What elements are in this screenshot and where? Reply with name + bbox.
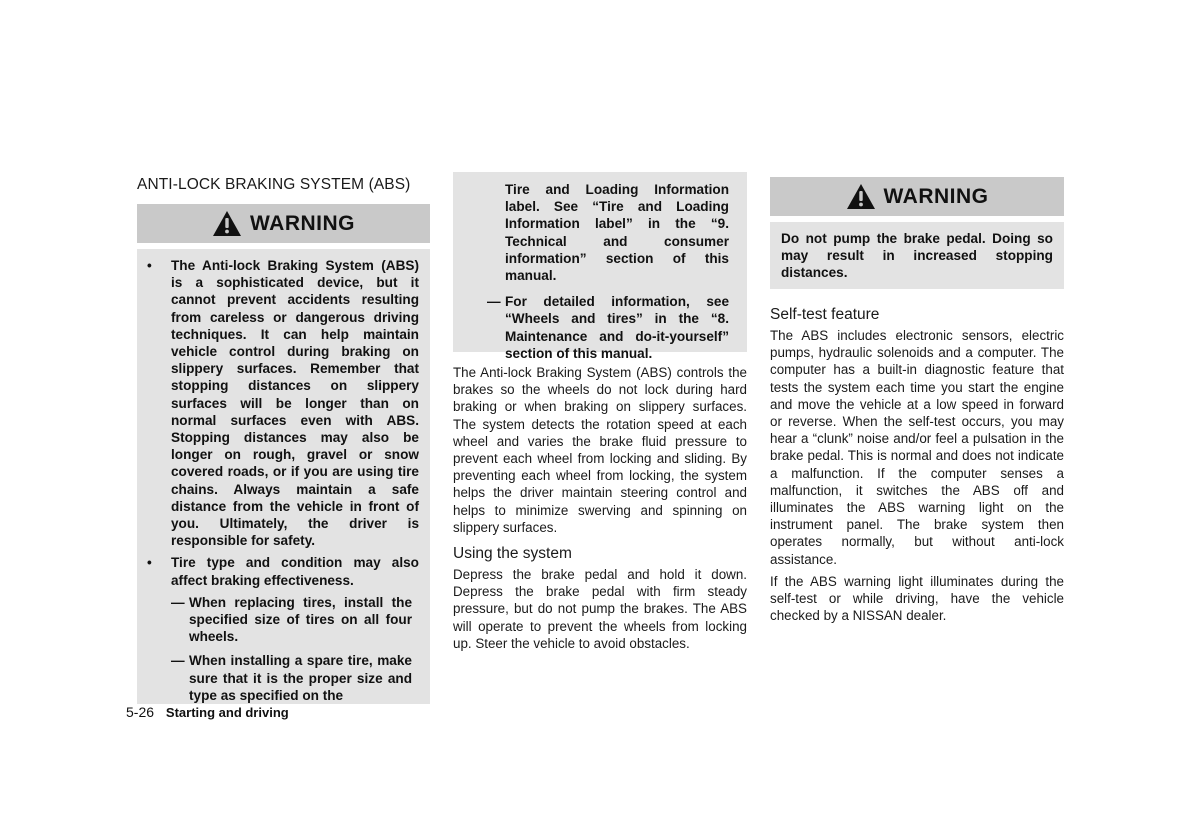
warning-body-2 [453,172,747,361]
warning-label: WARNING [883,184,989,208]
warning-body-1 [137,249,430,704]
warning-subitem-continued: Tire and Loading Information label. See “Tire and Loading Information label” in the “9. Technical and consumer information” section of this manual. [505,182,729,284]
warning-bullet: • The Anti-lock Braking System (ABS) is a sophisticated device, but it cannot prevent accidents resulting from careless or dangerous driving techniques. It can help maintain vehicle control during braking on slippery surfaces. Remember that stopping distances on slippery surfaces will be longer than on normal surfaces even with ABS. Stopping distances may also be longer on rough, gravel or snow covered roads, or if you are using tire chains. Always maintain a safe distance from the vehicle in front of you. Ultimately, the driver is responsible for safety. [147,258,419,549]
footer-section: Starting and driving [165,705,289,720]
subheading: Using the system [453,545,572,563]
warning-subitem: — When installing a spare tire, make sure that it is the proper size and type as specified on the [171,653,412,703]
paragraph: The Anti-lock Braking System (ABS) controls the brakes so the wheels do not lock during hard braking or when braking on slippery surfaces. The system detects the rotation speed at each wheel and varies the brake fluid pressure to prevent each wheel from locking and sliding. By preventing each wheel from locking, the system helps the driver maintain steering control and helps to minimize swerving and spinning on slippery surfaces. [453,365,747,535]
bullet-dot: • [147,555,152,571]
column-2-text [453,364,747,652]
warning-triangle-icon [846,183,876,210]
warning-header-2 [770,177,1064,216]
warning-bullet: • Tire type and condition may also affect braking effectiveness. [147,555,419,588]
warning-triangle-icon [212,210,242,237]
warning-header-1 [137,204,430,243]
warning-body-3: Do not pump the brake pedal. Doing so may result in increased stopping distances. [770,222,1064,289]
paragraph: If the ABS warning light illuminates during the self-test or while driving, have the vehicle checked by a NISSAN dealer. [770,573,1064,624]
warning-subitem: — When replacing tires, install the specified size of tires on all four wheels. [171,594,412,645]
section-title: ANTI-LOCK BRAKING SYSTEM (ABS) [137,176,411,193]
page-number: 5-26 [126,704,155,720]
warning-subitem: — For detailed information, see “Wheels and tires” in the “8. Maintenance and do-it-yourself” section of this manual. [487,294,729,361]
paragraph: The ABS includes electronic sensors, electric pumps, hydraulic solenoids and a computer. The computer has a built-in diagnostic feature that tests the system each time you start the engine and move the vehicle at a low speed in forward or reverse. When the self-test occurs, you may hear a “clunk” noise and/or feel a pulsation in the brake pedal. This is normal and does not indicate a malfunction. If the computer senses a malfunction, it switches the ABS off and illuminates the ABS warning light on the instrument panel. The brake system then operates normally, but without anti-lock assistance. [770,328,1064,567]
bullet-dot: • [147,258,152,273]
warning-label: WARNING [250,211,355,235]
paragraph: Depress the brake pedal and hold it down. Depress the brake pedal with firm steady pressure, but do not pump the brakes. The ABS will operate to prevent the wheels from locking up. Steer the vehicle to avoid obstacles. [453,567,747,651]
page-footer [126,704,289,720]
column-3-text [770,306,1064,624]
subheading: Self-test feature [770,306,880,323]
